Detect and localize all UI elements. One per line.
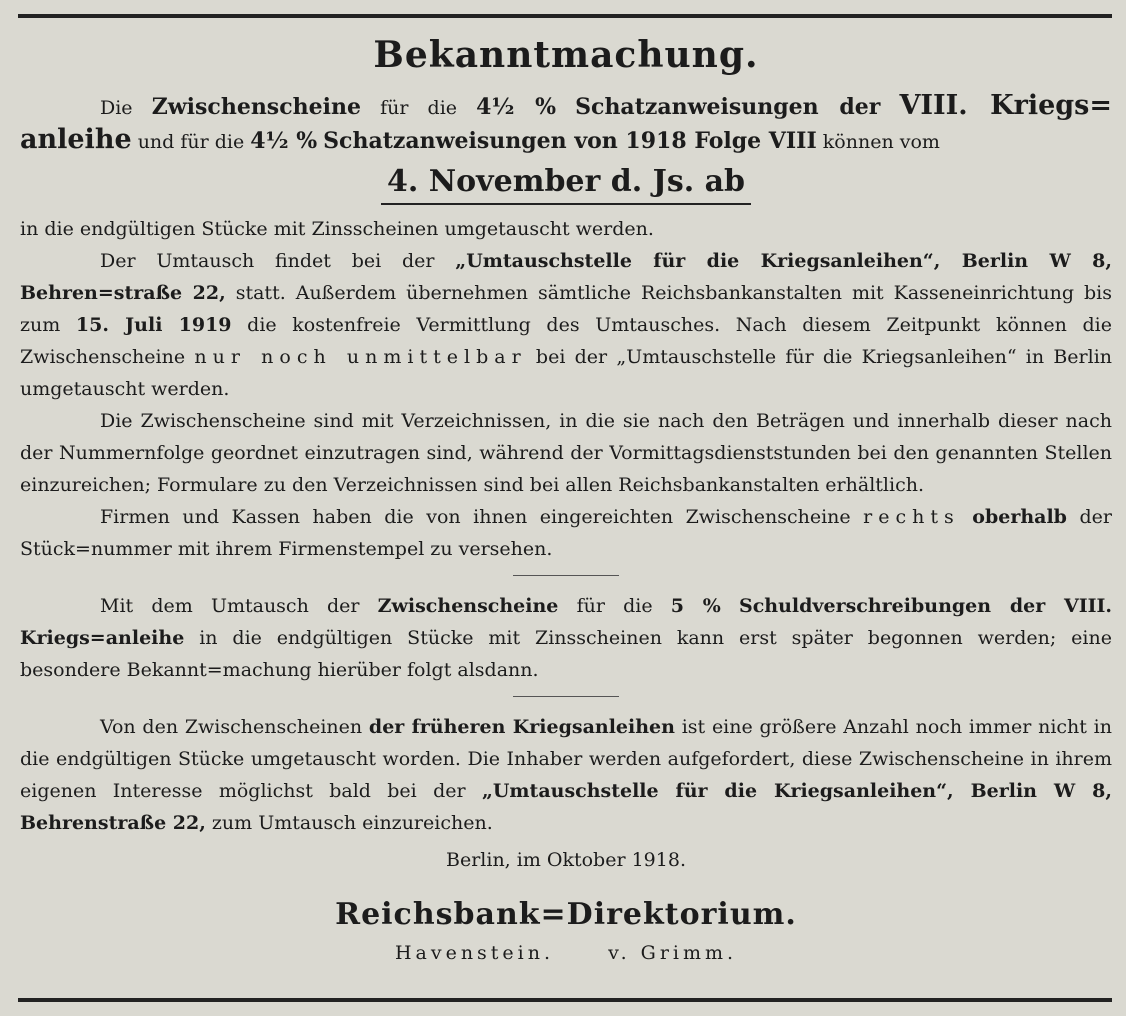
text: und für die	[137, 131, 245, 153]
signature-title: Reichsbank=Direktorium.	[335, 897, 797, 932]
text: Firmen und Kassen haben die von ihnen eingereichten Zwischenscheine	[100, 506, 851, 528]
text: für die	[380, 97, 458, 119]
percent: 5 %	[670, 595, 721, 617]
announcement	[20, 24, 1112, 964]
text-bold: „Umtauschstelle für die Kriegsanleihen“, Berlin W 8, Behren=straße 22,	[20, 250, 1113, 304]
place-date: Berlin, im Oktober 1918.	[446, 849, 686, 871]
percent: 4½ %	[250, 128, 318, 154]
percent: 4½ %	[476, 94, 557, 120]
text-bold: Schuldverschreibungen der VIII. Kriegs=anleihe	[20, 595, 1112, 649]
bottom-rule	[18, 998, 1112, 1002]
text: Von den Zwischenscheinen	[100, 716, 363, 738]
date-line-wrap	[20, 164, 1112, 205]
signers	[20, 942, 1112, 964]
text-large: anleihe	[20, 124, 132, 155]
text-bold: „Umtauschstelle für die Kriegsanleihen“, Berlin W 8, Behrenstraße 22,	[20, 780, 1112, 834]
text: Mit dem Umtausch der	[100, 595, 360, 617]
text: der Stück=nummer mit ihrem Firmenstempel zu versehen.	[20, 506, 1112, 560]
text: bei der „Umtauschstelle für die Kriegsanleihen“ in Berlin umgetauscht werden.	[20, 346, 1113, 400]
paragraph-firms	[20, 501, 1112, 565]
deadline: 15. Juli 1919	[75, 314, 232, 336]
paragraph-exchange: in die endgültigen Stücke mit Zinsscheinen umgetauscht werden.	[20, 218, 654, 240]
signer: Havenstein.	[394, 942, 555, 964]
text: können vom	[822, 131, 940, 153]
text-bold: Zwischenscheine	[151, 94, 361, 120]
signer: v. Grimm.	[608, 942, 738, 964]
text-bold: Schatzanweisungen der	[575, 94, 881, 120]
text-large: VIII. Kriegs=	[899, 90, 1113, 121]
text: Die	[100, 97, 133, 119]
paragraph-location	[20, 245, 1112, 405]
text-bold: oberhalb	[972, 506, 1067, 528]
text: statt. Außerdem übernehmen sämtliche Reichsbankanstalten mit Kasseneinrichtung bis zum	[20, 282, 1112, 336]
text-spaced: nur noch unmittelbar	[194, 346, 527, 368]
divider	[513, 575, 619, 576]
text: Der Umtausch findet bei der	[100, 250, 435, 272]
text-bold: Zwischenscheine	[377, 595, 559, 617]
text: für die	[576, 595, 653, 617]
paragraph-earlier	[20, 711, 1112, 839]
text-bold: Schatzanweisungen von 1918 Folge VIII	[323, 128, 817, 154]
page-title: Bekanntmachung.	[373, 34, 759, 76]
text-bold: der früheren Kriegsanleihen	[368, 716, 675, 738]
date-line: 4. November d. Js. ab	[381, 164, 751, 205]
paragraph-intro	[20, 90, 1112, 158]
text: die kostenfreie Vermittlung des Umtausches. Nach diesem Zeitpunkt können die Zwischenscheine	[20, 314, 1112, 368]
text: ist eine größere Anzahl noch immer nicht in die endgültigen Stücke umgetauscht worden. Die Inhaber werden aufgefordert, diese Zwischenscheine in ihrem eigenen Interesse möglichst bald bei der	[20, 716, 1112, 802]
text-spaced: rechts	[863, 506, 960, 528]
divider	[513, 696, 619, 697]
text: in die endgültigen Stücke mit Zinsscheinen kann erst später begonnen werden; eine besondere Bekannt=machung hierüber folgt alsdann.	[20, 627, 1112, 681]
top-rule	[18, 14, 1112, 18]
paragraph-lists: Die Zwischenscheine sind mit Verzeichnissen, in die sie nach den Beträgen und innerhalb dieser nach der Nummernfolge geordnet einzutragen sind, während der Vormittagsdienststunden bei den genannten Stellen einzureichen; Formulare zu den Verzeichnissen sind bei allen Reichsbankanstalten erhältlich.	[20, 410, 1112, 496]
paragraph-bonds	[20, 590, 1112, 686]
text: zum Umtausch einzureichen.	[211, 812, 493, 834]
